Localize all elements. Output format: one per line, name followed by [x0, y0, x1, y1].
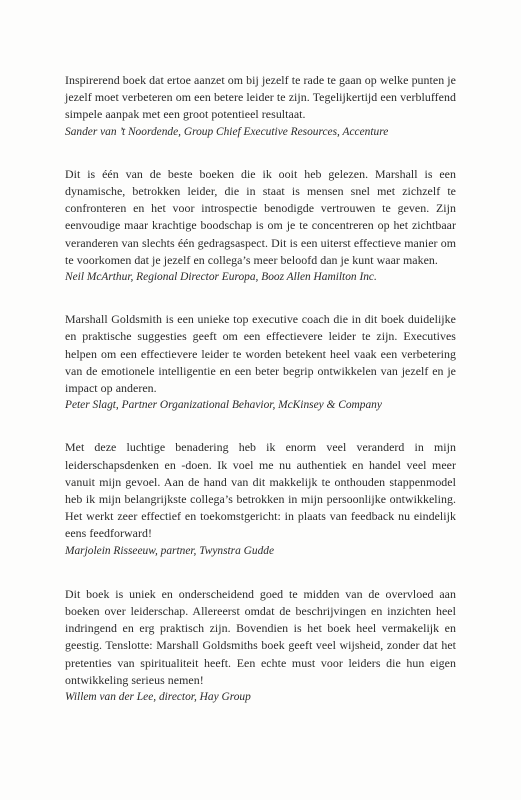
endorsement-author: Willem van der Lee, director, Hay Group — [65, 691, 251, 704]
endorsement-text: Inspirerend boek dat ertoe aanzet om bij jezelf te rade te gaan op welke punten je jezelf moet verbeteren om een betere leider te zijn. Tegelijkertijd een verbluffend simpele aanpak met een groot potentieel resultaat. — [65, 73, 456, 122]
endorsement-text: Met deze luchtige benadering heb ik enorm veel veranderd in mijn leiderschapsdenken en -doen. Ik voel me nu authentiek en handel veel meer vanuit mijn gevoel. Aan de hand van dit makkelijk te onthouden stappenmodel heb ik mijn belangrijkste collega’s betrokken in mijn persoonlijke ontwikkeling. Het werkt zeer effectief en toekomstgericht: in plaats van feedback nu eindelijk eens feedforward! — [65, 440, 456, 541]
endorsement-quote — [65, 72, 456, 141]
endorsement-text: Dit is één van de beste boeken die ik ooit heb gelezen. Marshall is een dynamische, betrokken leider, die in staat is mensen snel met zichzelf te confronteren en het voor introspectie benodigde vertrouwen te geven. Zijn eenvoudige maar krachtige boodschap is om je te concentreren op het zichtbaar veranderen van slechts één gedragsaspect. Dit is een uiterst effectieve manier om te voorkomen dat je jezelf en collega’s meer beloofd dan je kunt waar maken. — [65, 166, 456, 267]
endorsement-text: Marshall Goldsmith is een unieke top executive coach die in dit boek duidelijke en praktische suggesties geeft om een effectievere leider te zijn. Executives helpen om een effectievere leider te worden betekent heel vaak een verbetering van de emotionele intelligentie en een beter begrip ontwikkelen van jezelf en je impact op anderen. — [65, 312, 456, 396]
endorsement-quote — [65, 586, 456, 706]
endorsement-text: Dit boek is uniek en onderscheidend goed te midden van de overvloed aan boeken over leiderschap. Allereerst omdat de beschrijvingen en inzichten heel indringend en erg praktisch zijn. Bovendien is het boek heel vermakelijk en geestig. Tenslotte: Marshall Goldsmiths boek geeft veel wijsheid, zonder dat het pretenties van spiritualiteit heeft. Een echte must voor leiders die hun eigen ontwikkeling serieus nemen! — [65, 586, 456, 687]
endorsement-quote — [65, 439, 456, 559]
endorsements-section — [65, 72, 456, 729]
endorsement-author: Marjolein Risseeuw, partner, Twynstra Gudde — [65, 544, 275, 557]
endorsement-author: Neil McArthur, Regional Director Europa, Booz Allen Hamilton Inc. — [65, 271, 377, 284]
endorsement-author: Sander van ’t Noordende, Group Chief Executive Resources, Accenture — [65, 125, 389, 138]
endorsement-author: Peter Slagt, Partner Organizational Behavior, McKinsey & Company — [65, 399, 382, 412]
endorsement-quote — [65, 311, 456, 414]
endorsement-quote — [65, 166, 456, 286]
